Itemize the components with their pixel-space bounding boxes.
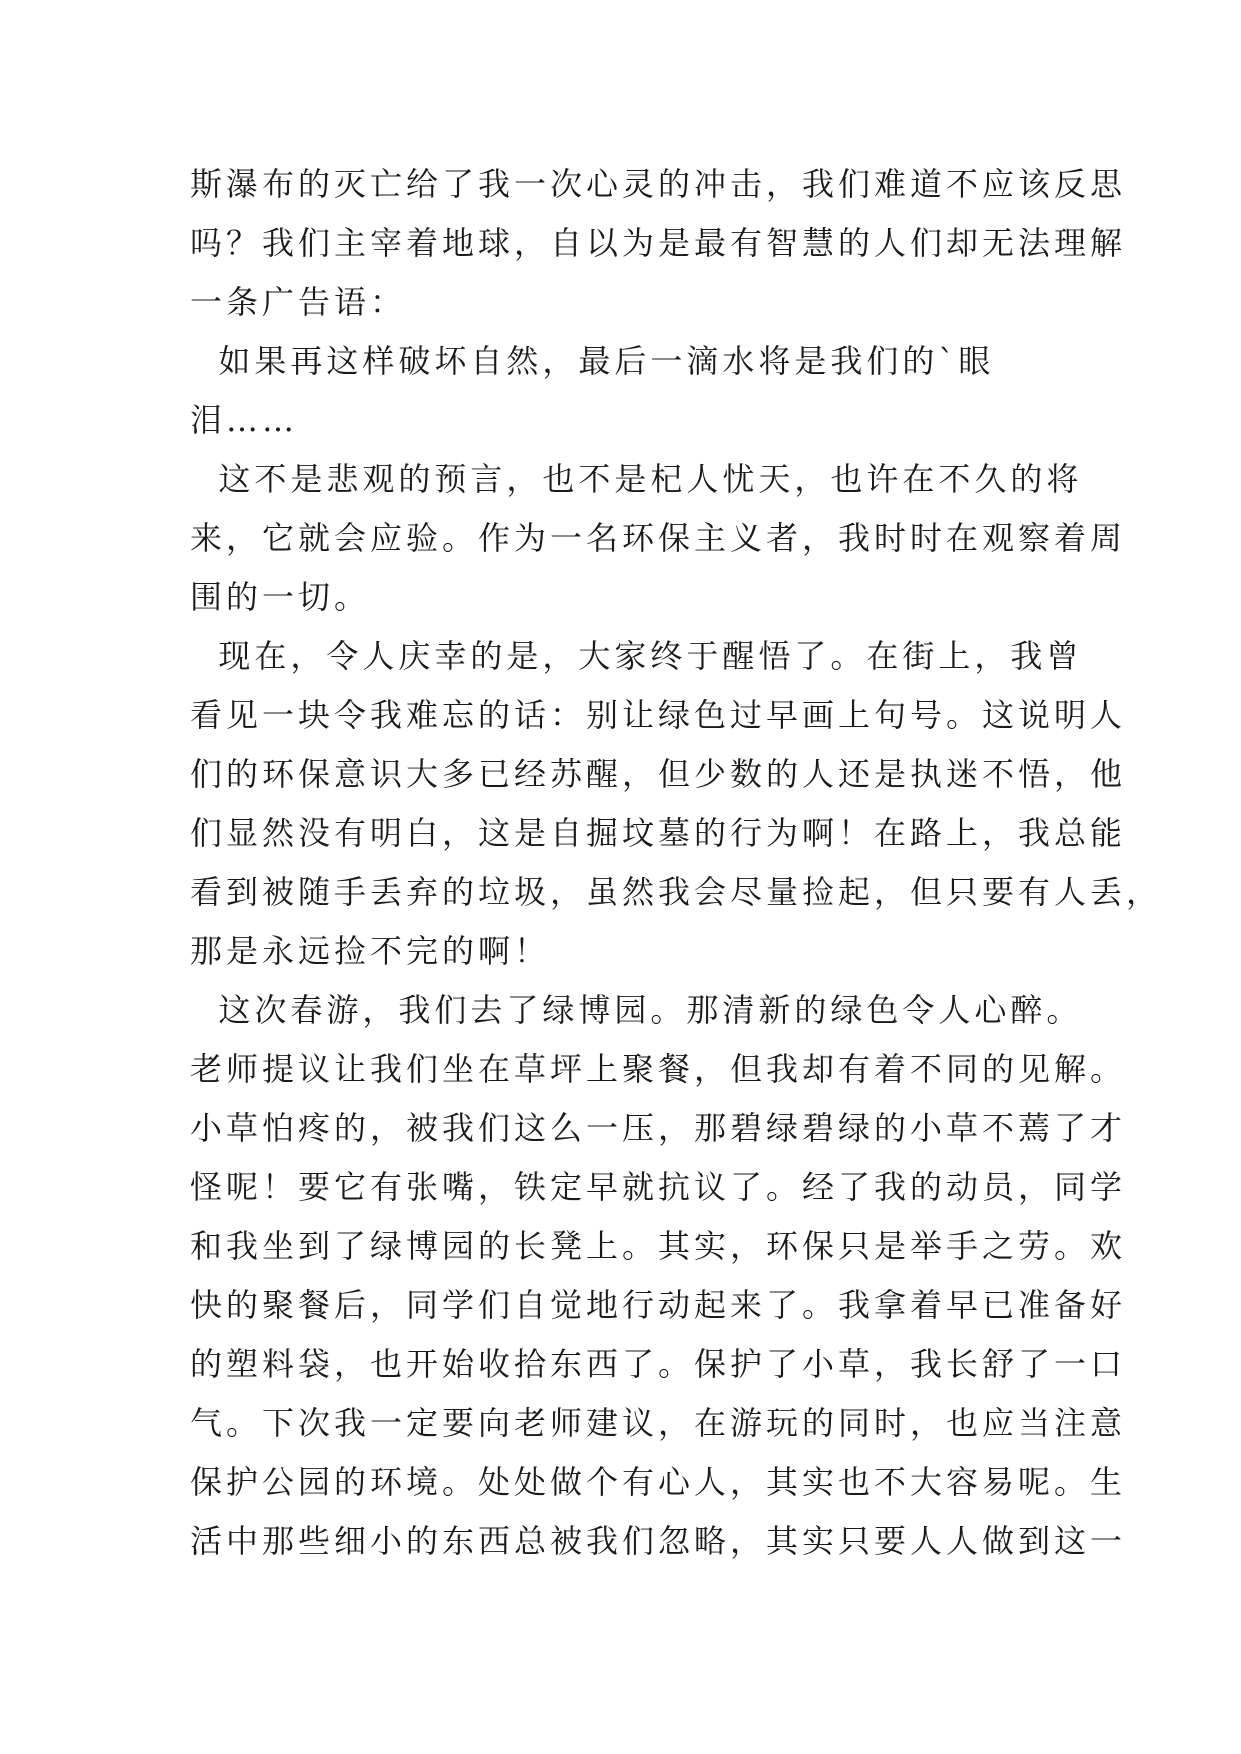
- text-line: 活中那些细小的东西总被我们忽略，其实只要人人做到这一: [190, 1522, 1127, 1560]
- text-line: 这不是悲观的预言，也不是杞人忧天，也许在不久的将: [190, 460, 1083, 498]
- text-line: 如果再这样破坏自然，最后一滴水将是我们的`眼: [190, 342, 995, 380]
- text-line: 看见一块令我难忘的话：别让绿色过早画上句号。这说明人: [190, 696, 1127, 734]
- text-line: 一条广告语：: [190, 283, 407, 321]
- text-line: 来，它就会应验。作为一名环保主义者，我时时在观察着周: [190, 519, 1127, 557]
- text-line: 小草怕疼的，被我们这么一压，那碧绿碧绿的小草不蔫了才: [190, 1109, 1127, 1147]
- text-line: 的塑料袋，也开始收拾东西了。保护了小草，我长舒了一口: [190, 1345, 1127, 1383]
- text-line: 们的环保意识大多已经苏醒，但少数的人还是执迷不悟，他: [190, 755, 1127, 793]
- text-line: 现在，令人庆幸的是，大家终于醒悟了。在街上，我曾: [190, 637, 1083, 675]
- text-line: 们显然没有明白，这是自掘坟墓的行为啊！在路上，我总能: [190, 814, 1127, 852]
- text-line: 保护公园的环境。处处做个有心人，其实也不大容易呢。生: [190, 1463, 1127, 1501]
- text-line: 吗？我们主宰着地球，自以为是最有智慧的人们却无法理解: [190, 224, 1127, 262]
- text-line: 怪呢！要它有张嘴，铁定早就抗议了。经了我的动员，同学: [190, 1168, 1127, 1206]
- text-line: 老师提议让我们坐在草坪上聚餐，但我却有着不同的见解。: [190, 1050, 1127, 1088]
- text-line: 这次春游，我们去了绿博园。那清新的绿色令人心醉。: [190, 991, 1083, 1029]
- text-line: 泪……: [190, 401, 299, 439]
- text-line: 快的聚餐后，同学们自觉地行动起来了。我拿着早已准备好: [190, 1286, 1127, 1324]
- text-line: 那是永远捡不完的啊！: [190, 932, 551, 970]
- text-line: 气。下次我一定要向老师建议，在游玩的同时，也应当注意: [190, 1404, 1127, 1442]
- text-line: 斯瀑布的灭亡给了我一次心灵的冲击，我们难道不应该反思: [190, 165, 1127, 203]
- essay-body: [190, 155, 1163, 1571]
- text-line: 围的一切。: [190, 578, 371, 616]
- text-line: 看到被随手丢弃的垃圾，虽然我会尽量捡起，但只要有人丢，: [190, 873, 1163, 911]
- text-line: 和我坐到了绿博园的长凳上。其实，环保只是举手之劳。欢: [190, 1227, 1127, 1265]
